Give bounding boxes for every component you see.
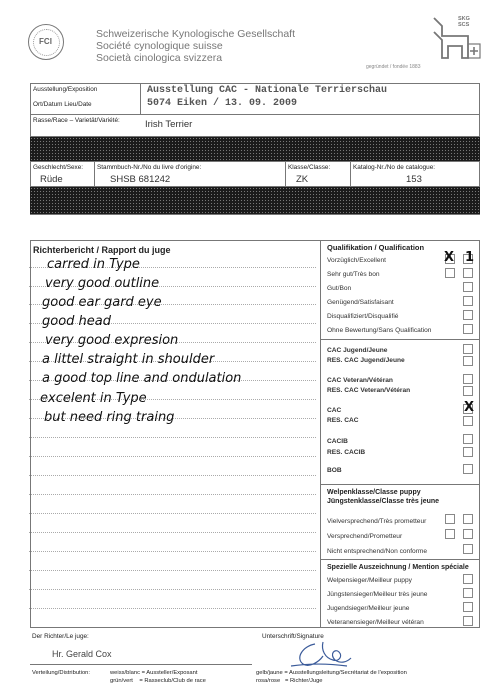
distribution-pink: rosa/rose = Richter/Juge xyxy=(256,678,323,684)
cac-mark: X xyxy=(464,400,475,415)
puppy-class-title: Welpenklasse/Classe puppy xyxy=(327,489,421,496)
special-award-title: Spezielle Auszeichnung / Mention spéciale xyxy=(327,564,469,571)
youngest-class-title: Jüngstenklasse/Classe très jeune xyxy=(327,498,440,505)
cac: CAC xyxy=(327,407,342,414)
breed-value: Irish Terrier xyxy=(145,119,193,130)
sex-label: Geschlecht/Sexe: xyxy=(33,164,84,171)
org-name-fr: Société cynologique suisse xyxy=(96,40,223,52)
good-rank-box[interactable] xyxy=(463,282,473,292)
breed-label: Rasse/Race – Varietät/Variété: xyxy=(33,117,120,124)
res-cacib-checkbox[interactable] xyxy=(463,447,473,457)
best-junior: Jugendsieger/Meilleur jeune xyxy=(327,605,410,612)
org-name-it: Società cinologica svizzera xyxy=(96,52,223,64)
disqualified-rank-box[interactable] xyxy=(463,310,473,320)
judge-signature xyxy=(285,636,355,672)
catalog-label: Katalog-Nr./No de catalogue: xyxy=(353,164,436,171)
puppy-very-promising: Vielversprechend/Très prometteur xyxy=(327,518,427,525)
report-line: good ear gard eye xyxy=(42,295,162,310)
place-date-label: Ort/Datum Lieu/Date xyxy=(33,101,92,108)
res-cac-veteran: RES. CAC Veteran/Vétéran xyxy=(327,387,411,394)
skg-logo-text: SKG SCS xyxy=(458,16,470,28)
no-rating-rank-box[interactable] xyxy=(463,324,473,334)
puppy-not-conforming: Nicht entsprechend/Non conforme xyxy=(327,548,428,555)
signature-label: Unterschrift/Signature xyxy=(262,633,324,640)
excellent-mark: X xyxy=(444,250,455,265)
very-promising-rank-box[interactable] xyxy=(463,514,473,524)
fci-logo xyxy=(28,24,64,60)
report-line: carred in Type xyxy=(47,257,140,272)
best-veteran-checkbox[interactable] xyxy=(463,616,473,626)
qual-good: Gut/Bon xyxy=(327,285,352,292)
rank-mark: 1 xyxy=(465,250,475,265)
res-cacib: RES. CACIB xyxy=(327,449,366,456)
bob-checkbox[interactable] xyxy=(463,464,473,474)
qual-disqualified: Disqualifiziert/Disqualifié xyxy=(327,313,399,320)
cac-junior: CAC Jugend/Jeune xyxy=(327,347,388,354)
qual-no-rating: Ohne Bewertung/Sans Qualification xyxy=(327,327,432,334)
report-line: very good outline xyxy=(45,276,160,291)
report-line: a good top line and ondulation xyxy=(42,371,242,386)
puppy-promising: Versprechend/Prometteur xyxy=(327,533,403,540)
res-cac-veteran-checkbox[interactable] xyxy=(463,386,473,396)
cacib-checkbox[interactable] xyxy=(463,434,473,444)
very-promising-checkbox[interactable] xyxy=(445,514,455,524)
distribution-white: weiss/blanc = Aussteller/Exposant xyxy=(110,670,198,676)
qual-sufficient: Genügend/Satisfaisant xyxy=(327,299,394,306)
best-youngest: Jüngstensieger/Meilleur très jeune xyxy=(327,591,428,598)
best-puppy: Welpensieger/Meilleur puppy xyxy=(327,577,412,584)
sex-value: Rüde xyxy=(40,174,63,185)
cacib: CACIB xyxy=(327,438,348,445)
show-label: Ausstellung/Exposition xyxy=(33,86,98,93)
place-date-value: 5074 Eiken / 13. 09. 2009 xyxy=(147,98,298,109)
very-good-rank-box[interactable] xyxy=(463,268,473,278)
report-line: but need ring traing xyxy=(44,410,175,425)
promising-checkbox[interactable] xyxy=(445,529,455,539)
qual-very-good: Sehr gut/Très bon xyxy=(327,271,380,278)
report-title: Richterbericht / Rapport du juge xyxy=(33,245,171,255)
very-good-checkbox[interactable] xyxy=(445,268,455,278)
distribution-label: Verteilung/Distribution: xyxy=(32,670,90,676)
best-veteran: Veteranensieger/Meilleur vétéran xyxy=(327,619,424,626)
report-line: a littel straight in shoulder xyxy=(42,352,215,367)
class-value: ZK xyxy=(296,174,309,185)
class-label: Klasse/Classe: xyxy=(288,164,331,171)
res-cac-junior-checkbox[interactable] xyxy=(463,356,473,366)
redacted-field-1 xyxy=(30,137,480,161)
promising-rank-box[interactable] xyxy=(463,529,473,539)
res-cac-checkbox[interactable] xyxy=(463,416,473,426)
cac-veteran-checkbox[interactable] xyxy=(463,374,473,384)
judge-label: Der Richter/Le juge: xyxy=(32,633,89,640)
sufficient-rank-box[interactable] xyxy=(463,296,473,306)
not-conforming-rank-box[interactable] xyxy=(463,544,473,554)
studbook-value: SHSB 681242 xyxy=(110,174,171,185)
redacted-field-2 xyxy=(30,187,480,214)
org-name-de: Schweizerische Kynologische Gesellschaft xyxy=(96,28,296,40)
distribution-yellow: gelb/jaune = Ausstellungsleitung/Secrétariat de l'exposition xyxy=(256,670,407,676)
fci-logo-text: FCI xyxy=(39,37,52,46)
founded-text: gegründet / fondée 1883 xyxy=(366,64,421,70)
cac-veteran: CAC Veteran/Vétéran xyxy=(327,377,393,384)
best-puppy-checkbox[interactable] xyxy=(463,574,473,584)
skg-logo xyxy=(432,14,482,64)
best-youngest-checkbox[interactable] xyxy=(463,588,473,598)
studbook-label: Stammbuch-Nr./No du livre d'origine: xyxy=(97,164,202,171)
best-junior-checkbox[interactable] xyxy=(463,602,473,612)
res-cac: RES. CAC xyxy=(327,417,359,424)
distribution-green: grün/vert = Rasseclub/Club de race xyxy=(110,678,206,684)
qualification-title: Qualifikation / Qualification xyxy=(327,243,425,252)
show-value: Ausstellung CAC - Nationale Terrierschau xyxy=(147,85,388,96)
judge-name: Hr. Gerald Cox xyxy=(52,649,112,659)
report-line: very good expresion xyxy=(45,333,179,348)
res-cac-junior: RES. CAC Jugend/Jeune xyxy=(327,357,405,364)
qual-excellent: Vorzüglich/Excellent xyxy=(327,257,387,264)
report-line: good head xyxy=(42,314,111,329)
catalog-value: 153 xyxy=(406,174,422,185)
bob: BOB xyxy=(327,467,342,474)
cac-junior-checkbox[interactable] xyxy=(463,344,473,354)
report-line: excelent in Type xyxy=(40,391,147,406)
